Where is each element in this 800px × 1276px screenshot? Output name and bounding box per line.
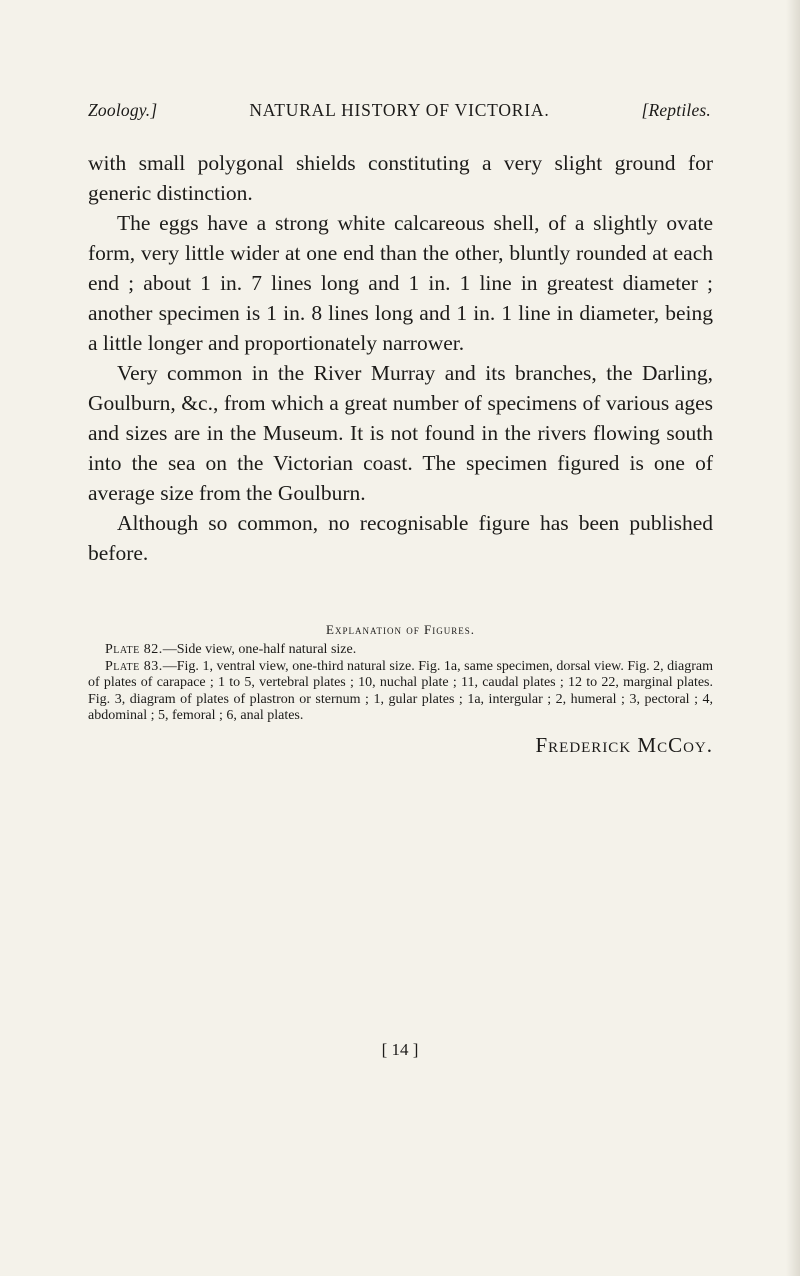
paragraph-continuation: with small polygonal shields constituting a very slight ground for generic distinction. — [88, 151, 713, 205]
paragraph-distribution: Very common in the River Murray and its branches, the Darling, Goulburn, &c., from which a great number of specimens of various ages and sizes are in the Museum. It is not found in the rivers flowing south into the sea on the Victorian coast. The specimen figured is one of average size from the Goulburn. — [88, 361, 713, 505]
plate-83-label: Plate 83. — [105, 658, 163, 674]
header-section-left: Zoology.] — [88, 100, 158, 120]
plate-82-label: Plate 82. — [105, 642, 163, 657]
paragraph-eggs: The eggs have a strong white calcareous shell, of a slightly ovate form, very little wider at one end than the other, bluntly rounded at each end ; about 1 in. 7 lines long and 1 in. 1 line in greatest diameter ; another specimen is 1 in. 8 lines long and 1 in. 1 line in diameter, being a little longer and proportionately narrower. — [88, 211, 713, 355]
explanation-of-figures — [88, 642, 713, 725]
running-header — [88, 100, 711, 121]
plate-83-text: —Fig. 1, ventral view, one-third natural size. Fig. 1a, same specimen, dorsal view. Fig. 2, diagram of plates of carapace ; 1 to 5, vertebral plates ; 10, nuchal plate ; 11, caudal plates ; 12 to 22, marginal plates. Fig. 3, diagram of plates of plastron or sternum ; 1, gular plates ; 1a, intergular ; 2, humeral ; 3, pectoral ; 4, abdominal ; 5, femoral ; 6, anal plates. — [88, 658, 713, 723]
explanation-heading: Explanation of Figures. — [326, 622, 475, 637]
page-edge-shadow — [786, 0, 800, 1276]
header-title: NATURAL HISTORY OF VICTORIA. — [249, 100, 550, 120]
plate-82-caption — [88, 642, 713, 659]
plate-82-text: —Side view, one-half natural size. — [162, 642, 357, 657]
plate-83-caption — [88, 659, 713, 725]
paragraph-publication: Although so common, no recognisable figure has been published before. — [88, 511, 713, 565]
author-signature: Frederick McCoy. — [535, 733, 713, 757]
body-text — [88, 148, 713, 568]
header-section-right: [Reptiles. — [641, 100, 711, 120]
page-number: [ 14 ] — [381, 1040, 419, 1059]
